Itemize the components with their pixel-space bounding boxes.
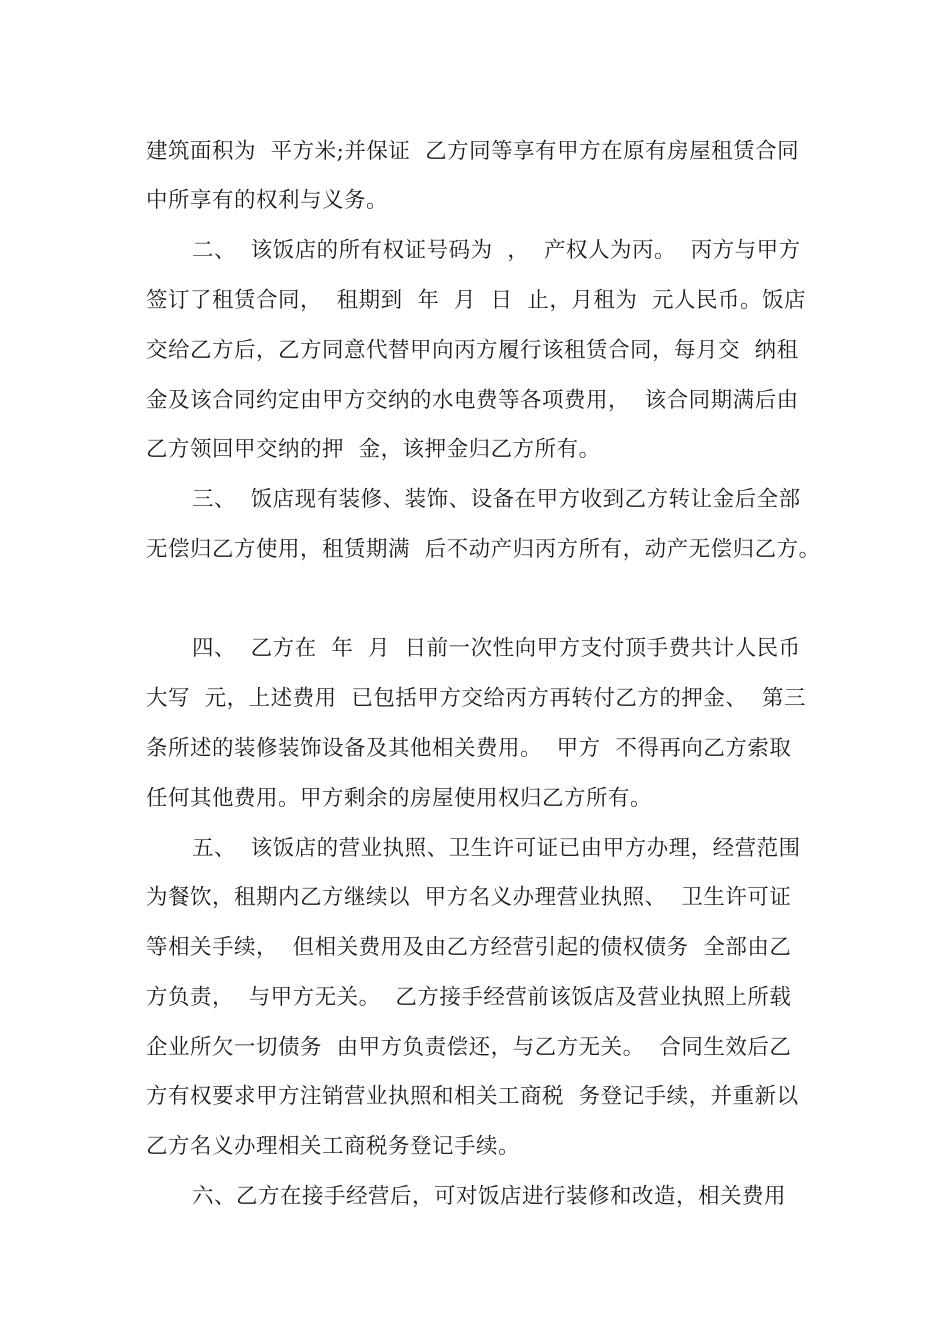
text-line: 等相关手续， 但相关费用及由乙方经营引起的债权债务 全部由乙 [146,935,792,960]
clause-three-heading-line: 三、 饭店现有装修、装饰、设备在甲方收到乙方转让金后全部 [192,487,801,512]
text-line: 为餐饮，租期内乙方继续以 甲方名义办理营业执照、 卫生许可证 [146,885,792,910]
text-line: 方负责， 与甲方无关。 乙方接手经营前该饭店及营业执照上所载 [146,985,792,1010]
text-line: 中所享有的权利与义务。 [146,188,389,213]
text-line: 签订了租赁合同， 租期到 年 月 日 止，月租为 元人民币。饭店 [146,288,807,313]
clause-five-heading-line: 五、 该饭店的营业执照、卫生许可证已由甲方办理，经营范围 [192,836,801,861]
clause-six-heading-line: 六、乙方在接手经营后，可对饭店进行装修和改造，相关费用 [192,1184,787,1209]
text-line: 方有权要求甲方注销营业执照和相关工商税 务登记手续，并重新以 [146,1084,799,1109]
text-line: 任何其他费用。甲方剩余的房屋使用权归乙方所有。 [146,786,653,811]
clause-two-heading-line: 二、 该饭店的所有权证号码为 ， 产权人为丙。 丙方与甲方 [192,238,801,263]
text-line: 交给乙方后，乙方同意代替甲向丙方履行该租赁合同，每月交 纳租 [146,338,799,363]
text-line: 金及该合同约定由甲方交纳的水电费等各项费用， 该合同期满后由 [146,388,799,413]
text-line: 乙方领回甲交纳的押 金，该押金归乙方所有。 [146,437,601,462]
text-line: 大写 元，上述费用 已包括甲方交给丙方再转付乙方的押金、 第三 [146,686,807,711]
clause-four-heading-line: 四、 乙方在 年 月 日前一次性向甲方支付顶手费共计人民币 [192,636,801,661]
text-line: 建筑面积为 平方米;并保证 乙方同等享有甲方在原有房屋租赁合同 [146,139,800,164]
text-line: 条所述的装修装饰设备及其他相关费用。 甲方 不得再向乙方索取 [146,736,792,761]
text-line: 无偿归乙方使用，租赁期满 后不动产归丙方所有，动产无偿归乙方。 [146,537,821,562]
text-line: 乙方名义办理相关工商税务登记手续。 [146,1134,521,1159]
text-line: 企业所欠一切债务 由甲方负责偿还，与乙方无关。 合同生效后乙 [146,1035,792,1060]
